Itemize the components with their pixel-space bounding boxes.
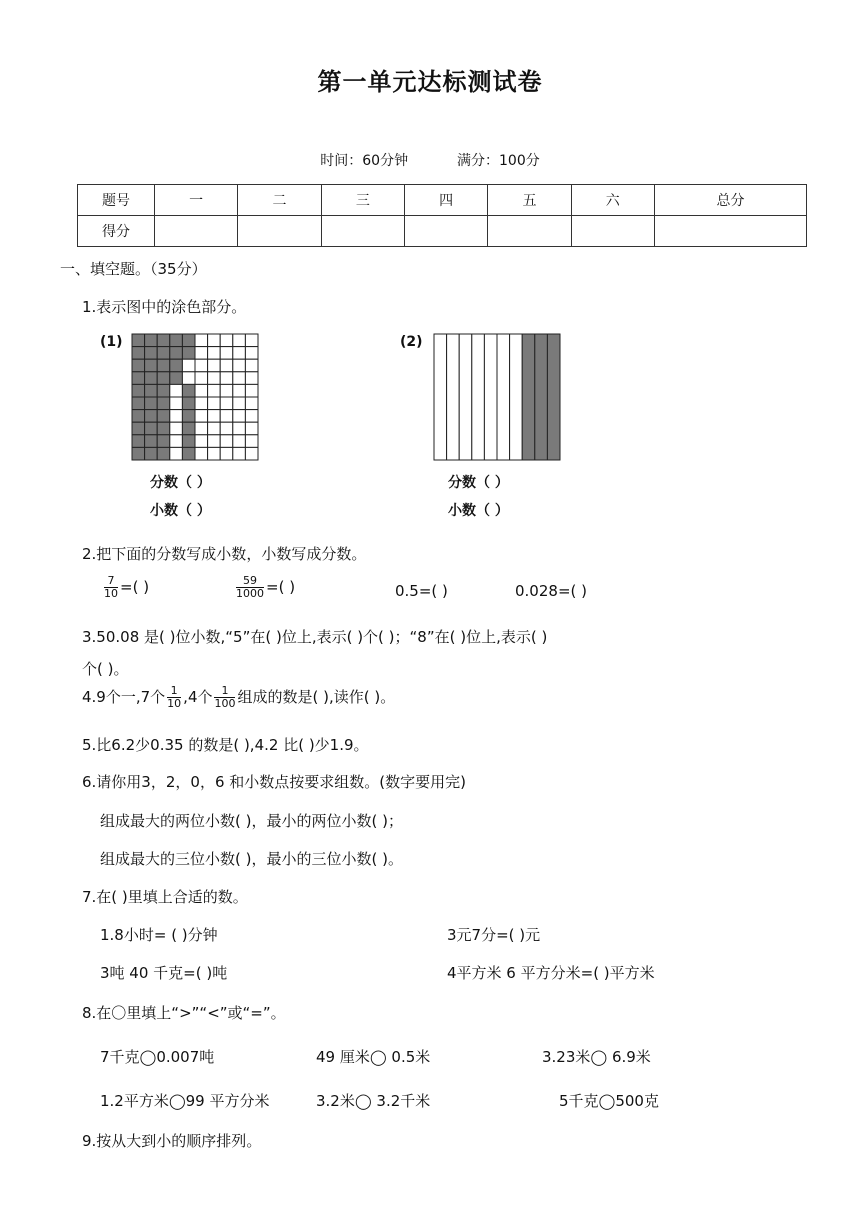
q1-text: 1.表示图中的涂色部分。 bbox=[82, 298, 247, 316]
q8-item-b: 49 厘米◯ 0.5米 bbox=[316, 1048, 431, 1066]
q4-part: ,4个 bbox=[183, 688, 213, 706]
grid-cell bbox=[208, 435, 221, 448]
numerator: 1 bbox=[221, 684, 229, 697]
q4-text bbox=[82, 685, 395, 710]
shaded-cell bbox=[157, 347, 170, 360]
figure-2-tag: (2) bbox=[400, 334, 423, 350]
shaded-cell bbox=[170, 334, 183, 347]
grid-cell bbox=[195, 447, 208, 460]
score-table-header: 总分 bbox=[654, 185, 806, 216]
shaded-cell bbox=[145, 347, 158, 360]
shaded-cell bbox=[157, 384, 170, 397]
score-table-header: 四 bbox=[404, 185, 487, 216]
grid-cell bbox=[208, 334, 221, 347]
q3-line-2: 个( )。 bbox=[82, 660, 129, 678]
strip bbox=[484, 334, 497, 460]
score-table-header: 五 bbox=[488, 185, 571, 216]
shaded-cell bbox=[157, 447, 170, 460]
grid-cell bbox=[195, 347, 208, 360]
score-cell[interactable] bbox=[488, 216, 571, 247]
grid-cell bbox=[245, 410, 258, 423]
shaded-cell bbox=[132, 334, 145, 347]
grid-cell bbox=[208, 384, 221, 397]
page-title: 第一单元达标测试卷 bbox=[317, 68, 543, 96]
fraction bbox=[214, 685, 235, 710]
grid-cell bbox=[195, 334, 208, 347]
score-table-header: 三 bbox=[321, 185, 404, 216]
grid-cell bbox=[233, 435, 246, 448]
shaded-cell bbox=[132, 372, 145, 385]
q2-item-a bbox=[102, 575, 149, 600]
shaded-cell bbox=[182, 334, 195, 347]
grid-cell bbox=[245, 422, 258, 435]
q2-item-d: 0.028=( ) bbox=[515, 582, 587, 600]
q8-item-c: 3.23米◯ 6.9米 bbox=[542, 1048, 651, 1066]
shaded-strip bbox=[547, 334, 560, 460]
grid-cell bbox=[233, 334, 246, 347]
q2-b-blank: =( ) bbox=[266, 578, 296, 596]
shaded-cell bbox=[170, 372, 183, 385]
score-cell[interactable] bbox=[155, 216, 238, 247]
shaded-cell bbox=[182, 422, 195, 435]
q8-text: 8.在〇里填上“>”“<”或“=”。 bbox=[82, 1004, 286, 1022]
score-cell[interactable] bbox=[404, 216, 487, 247]
score-table-row bbox=[78, 216, 807, 247]
grid-cell bbox=[220, 447, 233, 460]
q9-text: 9.按从大到小的顺序排列。 bbox=[82, 1132, 262, 1150]
shaded-cell bbox=[182, 347, 195, 360]
shaded-cell bbox=[157, 359, 170, 372]
grid-cell bbox=[170, 384, 183, 397]
shaded-cell bbox=[157, 435, 170, 448]
grid-cell bbox=[170, 422, 183, 435]
shaded-cell bbox=[132, 410, 145, 423]
fraction bbox=[167, 685, 181, 710]
score-table-header: 题号 bbox=[78, 185, 155, 216]
shaded-cell bbox=[157, 334, 170, 347]
q2-item-b bbox=[234, 575, 295, 600]
q8-item-a: 7千克◯0.007吨 bbox=[100, 1048, 215, 1066]
grid-cell bbox=[233, 347, 246, 360]
score-cell[interactable] bbox=[321, 216, 404, 247]
grid-cell bbox=[195, 384, 208, 397]
denominator: 1000 bbox=[236, 587, 264, 600]
numerator: 1 bbox=[170, 684, 178, 697]
grid-cell bbox=[195, 359, 208, 372]
grid-cell bbox=[208, 422, 221, 435]
section-1-title: 一、填空题。（35分） bbox=[60, 260, 207, 278]
score-row-label: 得分 bbox=[78, 216, 155, 247]
grid-cell bbox=[208, 359, 221, 372]
grid-cell bbox=[233, 422, 246, 435]
q2-text: 2.把下面的分数写成小数，小数写成分数。 bbox=[82, 545, 367, 563]
score-table-header-row bbox=[78, 185, 807, 216]
shaded-cell bbox=[182, 435, 195, 448]
denominator: 10 bbox=[167, 697, 182, 710]
grid-cell bbox=[220, 422, 233, 435]
score-table bbox=[77, 184, 807, 247]
strip bbox=[459, 334, 472, 460]
shaded-cell bbox=[132, 422, 145, 435]
grid-cell bbox=[220, 435, 233, 448]
q5-text: 5.比6.2少0.35 的数是( ),4.2 比( )少1.9。 bbox=[82, 736, 369, 754]
shaded-cell bbox=[157, 422, 170, 435]
grid-cell bbox=[208, 397, 221, 410]
shaded-cell bbox=[145, 384, 158, 397]
ten-strip-figure bbox=[432, 332, 562, 462]
grid-cell bbox=[233, 384, 246, 397]
grid-cell bbox=[195, 410, 208, 423]
grid-cell bbox=[245, 347, 258, 360]
shaded-cell bbox=[182, 397, 195, 410]
strip bbox=[472, 334, 485, 460]
fraction bbox=[236, 575, 264, 600]
shaded-cell bbox=[157, 372, 170, 385]
grid-cell bbox=[208, 372, 221, 385]
score-cell[interactable] bbox=[571, 216, 654, 247]
q2-item-c: 0.5=( ) bbox=[395, 582, 448, 600]
q3-line-1: 3.50.08 是( )位小数,“5”在( )位上,表示( )个( )；“8”在( )位上,表示( ) bbox=[82, 628, 548, 646]
shaded-strip bbox=[522, 334, 535, 460]
q2-a-blank: =( ) bbox=[120, 578, 150, 596]
grid-cell bbox=[195, 435, 208, 448]
grid-cell bbox=[195, 372, 208, 385]
shaded-cell bbox=[145, 372, 158, 385]
grid-cell bbox=[182, 372, 195, 385]
q6-line-1: 组成最大的两位小数( )，最小的两位小数( )； bbox=[100, 812, 403, 830]
grid-cell bbox=[233, 410, 246, 423]
score-cell[interactable] bbox=[238, 216, 321, 247]
q7-item-c: 3吨 40 千克=( )吨 bbox=[100, 964, 228, 982]
score-table-header: 一 bbox=[155, 185, 238, 216]
denominator: 10 bbox=[104, 587, 118, 600]
grid-cell bbox=[245, 384, 258, 397]
strip bbox=[434, 334, 447, 460]
q4-part: 4.9个一,7个 bbox=[82, 688, 166, 706]
grid-cell bbox=[220, 397, 233, 410]
grid-cell bbox=[195, 397, 208, 410]
shaded-cell bbox=[132, 359, 145, 372]
grid-cell bbox=[208, 447, 221, 460]
grid-cell bbox=[233, 372, 246, 385]
q6-line-2: 组成最大的三位小数( )，最小的三位小数( )。 bbox=[100, 850, 403, 868]
shaded-cell bbox=[157, 410, 170, 423]
grid-cell bbox=[245, 397, 258, 410]
grid-cell bbox=[245, 334, 258, 347]
shaded-cell bbox=[182, 410, 195, 423]
strip bbox=[447, 334, 460, 460]
grid-cell bbox=[233, 447, 246, 460]
shaded-cell bbox=[132, 347, 145, 360]
shaded-strip bbox=[535, 334, 548, 460]
shaded-cell bbox=[145, 435, 158, 448]
shaded-cell bbox=[145, 422, 158, 435]
shaded-cell bbox=[182, 447, 195, 460]
q8-item-d: 1.2平方米◯99 平方分米 bbox=[100, 1092, 270, 1110]
shaded-cell bbox=[145, 410, 158, 423]
shaded-cell bbox=[145, 359, 158, 372]
q6-text: 6.请你用3，2，0，6 和小数点按要求组数。(数字要用完) bbox=[82, 773, 466, 791]
grid-cell bbox=[195, 422, 208, 435]
full-score: 满分：100分 bbox=[457, 153, 540, 169]
exam-meta bbox=[0, 150, 860, 170]
shaded-cell bbox=[182, 384, 195, 397]
q8-item-e: 3.2米◯ 3.2千米 bbox=[316, 1092, 431, 1110]
time-limit: 时间：60分钟 bbox=[320, 153, 409, 169]
shaded-cell bbox=[145, 447, 158, 460]
shaded-cell bbox=[145, 397, 158, 410]
grid-cell bbox=[170, 397, 183, 410]
grid-cell bbox=[245, 435, 258, 448]
shaded-cell bbox=[132, 384, 145, 397]
figure-1-decimal-label: 小数（ ） bbox=[150, 503, 211, 519]
grid-cell bbox=[233, 359, 246, 372]
shaded-cell bbox=[170, 347, 183, 360]
hundred-grid bbox=[130, 332, 260, 462]
shaded-cell bbox=[132, 435, 145, 448]
figure-1-fraction-label: 分数（ ） bbox=[150, 475, 211, 491]
strip bbox=[497, 334, 510, 460]
score-cell[interactable] bbox=[654, 216, 806, 247]
score-table-header: 六 bbox=[571, 185, 654, 216]
shaded-cell bbox=[132, 447, 145, 460]
grid-cell bbox=[220, 347, 233, 360]
grid-cell bbox=[170, 435, 183, 448]
figure-2-fraction-label: 分数（ ） bbox=[448, 475, 509, 491]
grid-cell bbox=[245, 359, 258, 372]
grid-cell bbox=[182, 359, 195, 372]
q7-text: 7.在( )里填上合适的数。 bbox=[82, 888, 248, 906]
grid-cell bbox=[220, 372, 233, 385]
figure-2-decimal-label: 小数（ ） bbox=[448, 503, 509, 519]
q7-item-a: 1.8小时= ( )分钟 bbox=[100, 926, 218, 944]
shaded-cell bbox=[145, 334, 158, 347]
grid-cell bbox=[245, 372, 258, 385]
fraction bbox=[104, 575, 118, 600]
q7-item-d: 4平方米 6 平方分米=( )平方米 bbox=[447, 964, 655, 982]
grid-cell bbox=[170, 447, 183, 460]
numerator: 59 bbox=[243, 574, 257, 587]
numerator: 7 bbox=[107, 574, 115, 587]
shaded-cell bbox=[132, 397, 145, 410]
grid-cell bbox=[245, 447, 258, 460]
shaded-cell bbox=[170, 359, 183, 372]
grid-cell bbox=[220, 410, 233, 423]
grid-cell bbox=[220, 334, 233, 347]
grid-cell bbox=[220, 384, 233, 397]
figure-1-tag: (1) bbox=[100, 334, 123, 350]
q4-part: 组成的数是( ),读作( )。 bbox=[237, 688, 396, 706]
grid-cell bbox=[233, 397, 246, 410]
shaded-cell bbox=[157, 397, 170, 410]
q7-item-b: 3元7分=( )元 bbox=[447, 926, 541, 944]
score-table-header: 二 bbox=[238, 185, 321, 216]
denominator: 100 bbox=[214, 697, 236, 710]
strip bbox=[510, 334, 523, 460]
grid-cell bbox=[208, 347, 221, 360]
q8-item-f: 5千克◯500克 bbox=[559, 1092, 659, 1110]
grid-cell bbox=[220, 359, 233, 372]
grid-cell bbox=[208, 410, 221, 423]
grid-cell bbox=[170, 410, 183, 423]
